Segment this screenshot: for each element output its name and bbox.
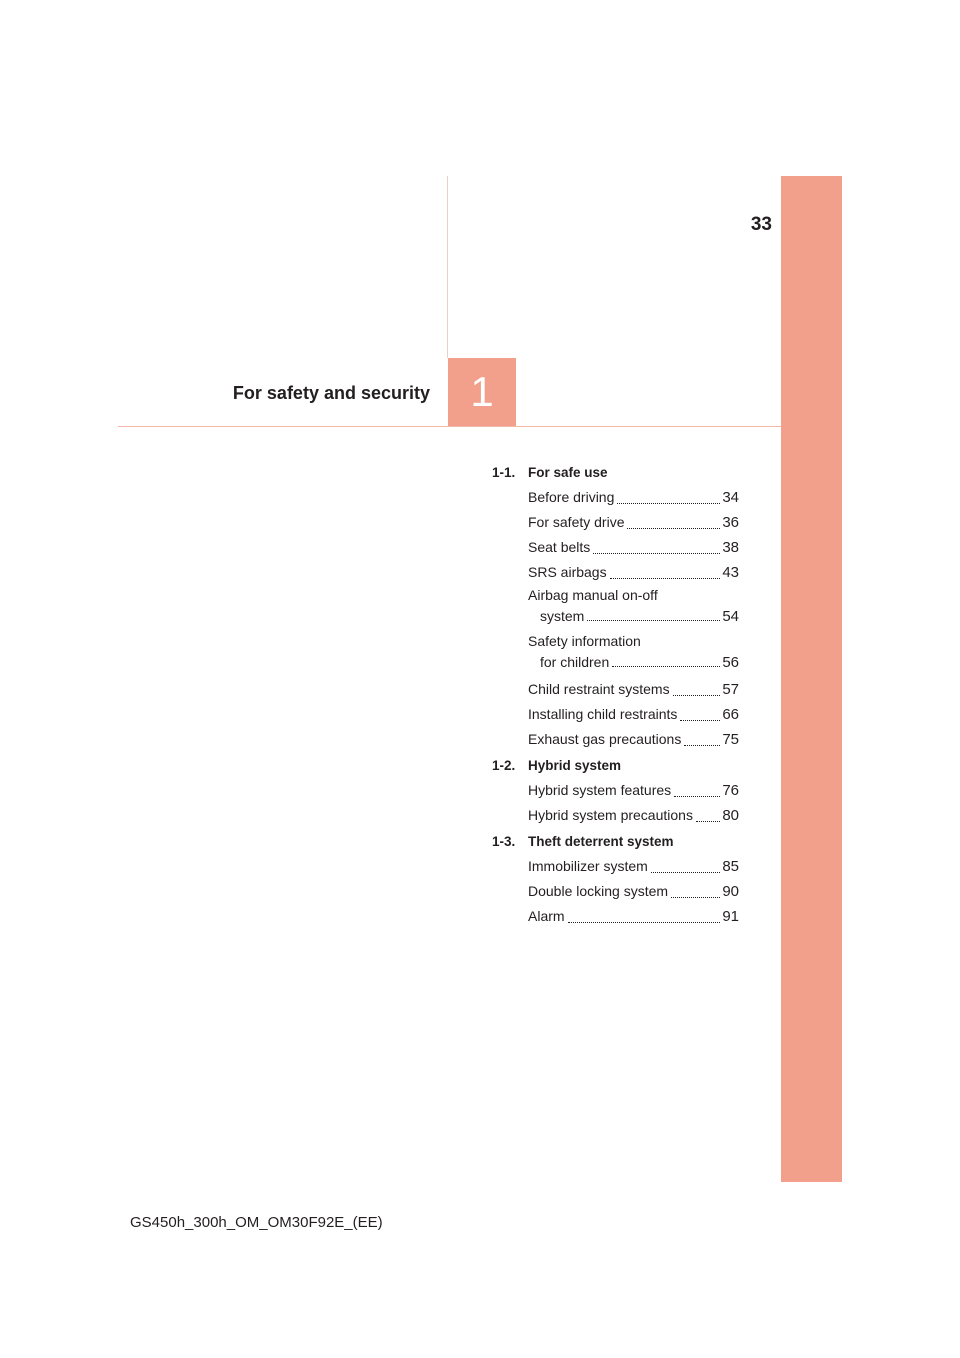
section-heading: [492, 460, 739, 485]
page-number: 33: [750, 214, 772, 235]
document-footer: GS450h_300h_OM_OM30F92E_(EE): [130, 1214, 383, 1231]
toc-entry-label: Alarm: [528, 908, 565, 924]
section-heading: [492, 829, 739, 854]
dot-leader: [627, 526, 720, 529]
toc-entry-label: Seat belts: [528, 539, 591, 555]
toc-entry-page: 76: [722, 782, 739, 799]
toc-entry[interactable]: [492, 631, 739, 673]
toc-entry[interactable]: [492, 727, 739, 752]
dot-leader: [568, 920, 721, 923]
toc-entry-label: Safety information: [528, 633, 641, 649]
toc-entry-page: 85: [722, 858, 739, 875]
toc-entry-label: Before driving: [528, 489, 615, 505]
toc-entry[interactable]: [492, 510, 739, 535]
dot-leader: [674, 794, 720, 797]
section-number: 1-1.: [492, 465, 516, 480]
toc-entry-label: Hybrid system features: [528, 782, 672, 798]
toc-entry[interactable]: [492, 904, 739, 929]
dot-leader: [673, 693, 721, 696]
toc-entry-label: Installing child restraints: [528, 706, 678, 722]
toc-entry[interactable]: [492, 677, 739, 702]
toc-entry-label: Airbag manual on-off: [528, 587, 658, 603]
dot-leader: [587, 618, 720, 621]
section-number: 1-3.: [492, 834, 516, 849]
dot-leader: [671, 895, 720, 898]
toc-entry[interactable]: [492, 560, 739, 585]
toc-entry-label: Exhaust gas precautions: [528, 731, 682, 747]
dot-leader: [593, 551, 720, 554]
toc-entry-page: 54: [722, 608, 739, 625]
section-heading: [492, 753, 739, 778]
section-title: Hybrid system: [528, 758, 622, 773]
toc-entry-label-continued: system: [540, 608, 585, 624]
dot-leader: [696, 819, 720, 822]
toc-entry-page: 91: [722, 908, 739, 925]
section-title: Theft deterrent system: [528, 834, 674, 849]
toc-entry-page: 43: [722, 564, 739, 581]
chapter-side-tab: [781, 176, 842, 1182]
toc-entry-label: SRS airbags: [528, 564, 607, 580]
section-title: For safe use: [528, 465, 608, 480]
dot-leader: [610, 576, 721, 579]
section-number: 1-2.: [492, 758, 516, 773]
toc-entry-continuation: [528, 606, 739, 627]
horizontal-divider: [118, 426, 781, 427]
toc-entry-continuation: [528, 652, 739, 673]
toc-entry[interactable]: [492, 879, 739, 904]
vertical-divider: [447, 176, 448, 358]
toc-section-1-3: [492, 829, 739, 929]
toc-entry-label-continued: for children: [540, 654, 610, 670]
dot-leader: [651, 870, 721, 873]
chapter-title: For safety and security: [232, 383, 430, 403]
toc-entry-page: 90: [722, 883, 739, 900]
toc-entry-page: 66: [722, 706, 739, 723]
dot-leader: [680, 718, 720, 721]
toc-entry[interactable]: [492, 803, 739, 828]
toc-entry[interactable]: [492, 485, 739, 510]
chapter-number-box: 1: [448, 358, 516, 426]
toc-entry-page: 75: [722, 731, 739, 748]
toc-section-1-1: [492, 460, 739, 752]
dot-leader: [617, 501, 720, 504]
dot-leader: [612, 664, 720, 667]
toc-entry-label: Hybrid system precautions: [528, 807, 693, 823]
toc-entry-page: 57: [722, 681, 739, 698]
toc-entry-label: Double locking system: [528, 883, 669, 899]
toc-section-1-2: [492, 753, 739, 828]
toc-entry[interactable]: [492, 585, 739, 627]
toc-entry-page: 36: [722, 514, 739, 531]
toc-entry-label: Immobilizer system: [528, 858, 648, 874]
toc-entry-label: Child restraint systems: [528, 681, 670, 697]
toc-entry-page: 34: [722, 489, 739, 506]
toc-entry[interactable]: [492, 535, 739, 560]
table-of-contents: [492, 460, 739, 930]
dot-leader: [684, 743, 720, 746]
toc-entry-page: 38: [722, 539, 739, 556]
toc-entry-page: 80: [722, 807, 739, 824]
toc-entry[interactable]: [492, 702, 739, 727]
toc-entry-label: For safety drive: [528, 514, 625, 530]
toc-entry[interactable]: [492, 778, 739, 803]
toc-entry[interactable]: [492, 854, 739, 879]
toc-entry-page: 56: [722, 654, 739, 671]
